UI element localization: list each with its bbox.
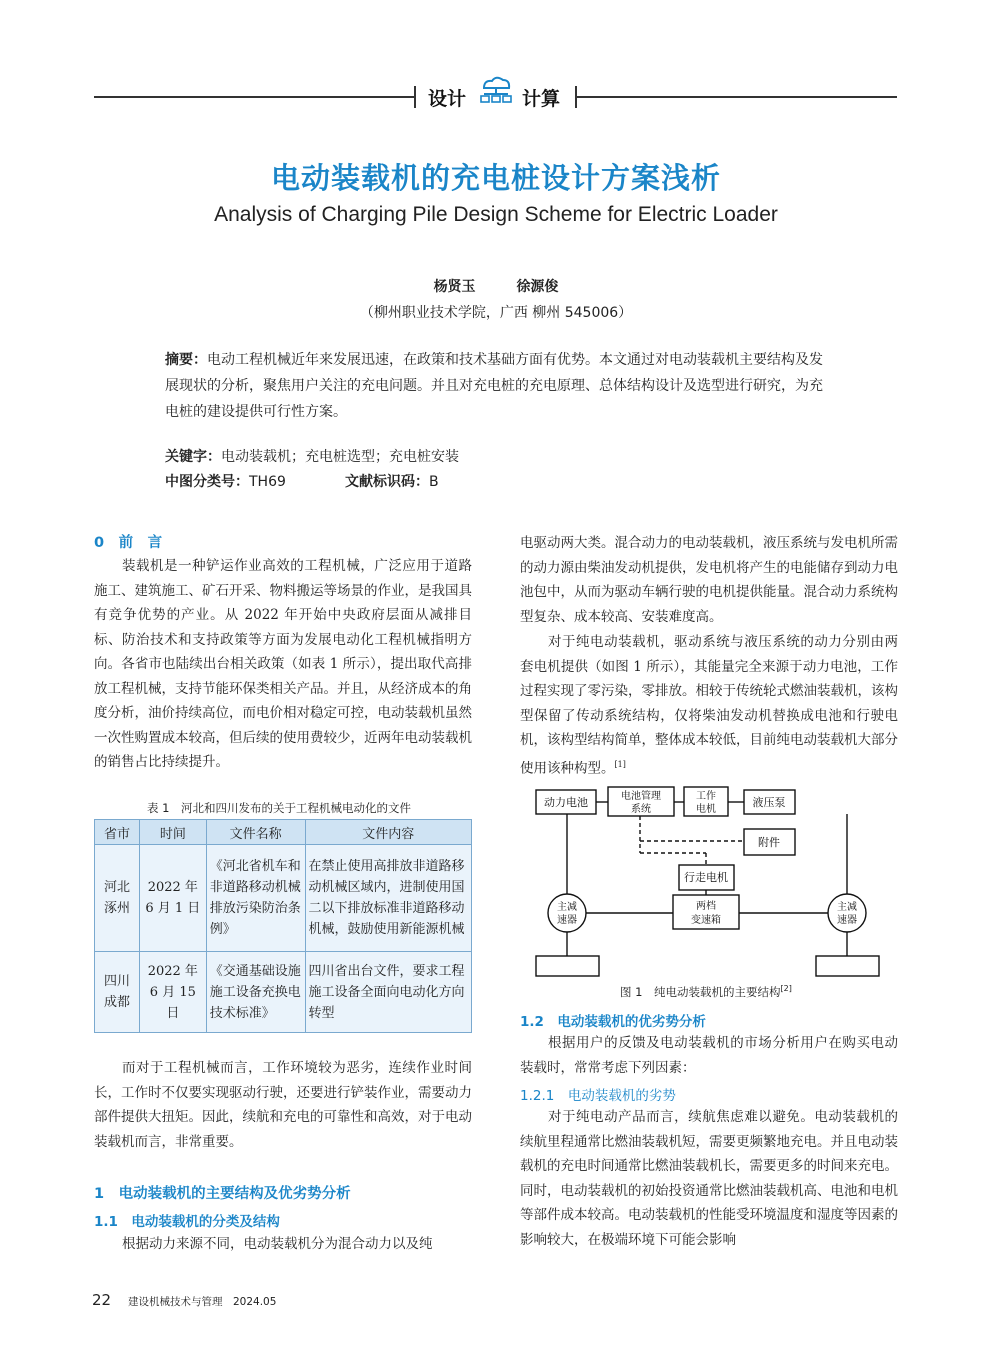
paragraph-text: 而对于工程机械而言，工作环境较为恶劣，连续作业时间长，工作时不仅要实现驱动行驶，还要进行铲装作业，需要动力部件提供大扭矩。因此，续航和充电的可靠性和高效，对于电动装载机而言，非常重要。 [94,1060,472,1150]
document-code [345,471,439,491]
table-header-cell: 省市 [95,820,140,845]
paragraph-text: 对于纯电动产品而言，续航焦虑难以避免。电动装载机的续航里程通常比燃油装载机短，需要更频繁地充电。并且电动装载机的充电时间通常比燃油装载机长，需要更多的时间来充电。同时，电动装载机的初始投资通常比燃油装载机高、电池和电机等部件成本较高。电动装载机的性能受环境温度和湿度等因素的影响较大，在极端环境下可能会影响 [520,1109,898,1248]
policy-table [94,819,472,1033]
section-1-2-1-title: 1.2.1 电动装载机的劣势 [520,1088,676,1104]
cloud-network-icon [476,74,516,110]
table-cell: 2022 年 6 月 15 日 [139,952,206,1033]
diagram-label-bms: 电池管理 [621,791,661,802]
table-cell: 四川 成都 [95,952,140,1033]
table-header-row [95,820,472,845]
clc-value: TH69 [249,474,286,490]
keywords-label: 关键字： [165,449,221,465]
table-row [95,845,472,952]
diagram-label-reducer-right-line2: 速器 [837,915,857,926]
author-list [0,276,992,296]
header-rule-right [577,96,897,98]
doc-code-value: B [429,474,439,490]
affiliation: （柳州职业技术学院，广西 柳州 545006） [359,305,633,321]
section-1-2-paragraph [520,1031,898,1080]
paragraph-text: 对于纯电动装载机，驱动系统与液压系统的动力分别由两套电机提供（如图 1 所示），其能量完全来源于动力电池，工作过程实现了零污染，零排放。相较于传统轮式燃油装载机，该构型保留了传动系统结构，仅将柴油发动机替换成电池和行驶电机，该构型结构简单，整体成本较低，目前纯电动装载机大部分使用该种构型。 [520,634,898,776]
diagram-label-reducer-left-line2: 速器 [557,915,577,926]
diagram-label-bms-line2: 系统 [631,804,651,815]
section-1-1-paragraph [94,1232,472,1257]
section-1-1-title: 1.1 电动装载机的分类及结构 [94,1214,280,1230]
table-cell: 《交通基础设施施工设备充换电技术标准》 [206,952,305,1033]
figure-1-diagram [520,783,890,987]
right-paragraph-2 [520,630,898,781]
clc-label: 中图分类号： [165,474,249,490]
clc-number [165,471,286,491]
page-number: 22 [92,1291,112,1309]
journal-name: 建设机械技术与管理 2024.05 [128,1296,277,1308]
section-0-paragraph-2 [94,1056,472,1154]
paragraph-text: 电驱动两大类。混合动力的电动装载机，液压系统与发电机所需的动力源由柴油发动机提供，发电机将产生的电能储存到动力电池包中，从而为驱动车辆行驶的电机提供能量。混合动力系统构型复杂、成本较高、安装难度高。 [520,535,898,625]
diagram-label-drive-motor: 行走电机 [684,871,728,884]
paragraph-text: 根据动力来源不同，电动装载机分为混合动力以及纯 [122,1236,433,1252]
author-name: 杨贤玉 [433,279,476,295]
keywords [165,446,459,466]
table-cell: 在禁止使用高排放非道路移动机械区域内，进制使用国二以下排放标准非道路移动机械，鼓励使用新能源机械 [305,845,471,952]
paragraph-text: 根据用户的反馈及电动装载机的市场分析用户在购买电动装载时，常常考虑下列因素： [520,1035,898,1076]
header-rule-left [94,96,416,98]
abstract-label: 摘要： [165,352,207,368]
header-tick-left [414,86,416,108]
diagram-label-accessories: 附件 [758,836,780,849]
article-title-en: Analysis of Charging Pile Design Scheme for Electric Loader [214,203,778,226]
section-1-title: 1 电动装载机的主要结构及优劣势分析 [94,1186,351,1202]
paragraph-text: 装载机是一种铲运作业高效的工程机械，广泛应用于道路施工、建筑施工、矿石开采、物料搬运等场景的作业，是我国具有竞争优势的产业。从 2022 年开始中央政府层面从减排目标、防治技术和支持政策等方面为发展电动化工程机械指明方向。各省市也陆续出台相关政策（如表 1 所示），提出取代高排放工程机械，支持节能环保类相关产品。并且，从经济成本的角度分析，油价持续高位，而电价相对稳定可控，电动装载机虽然一次性购置成本较高，但后续的使用费较少，近两年电动装载机的销售占比持续提升。 [94,558,472,770]
diagram-label-work-motor: 工作 [696,791,716,802]
figure-caption-text: 图 1 纯电动装载机的主要结构 [620,985,781,999]
abstract [165,347,830,425]
diagram-label-gearbox: 两档 [696,901,716,912]
table-row [95,952,472,1033]
figure-caption [620,984,792,1000]
header-label-left: 设计 [428,88,467,110]
citation-ref: [1] [614,759,626,769]
section-0-title: 0 前 言 [94,535,163,551]
diagram-label-reducer-right: 主减 [837,902,857,913]
diagram-label-reducer-left: 主减 [557,902,577,913]
section-1-2-1-paragraph [520,1105,898,1252]
table-cell: 四川省出台文件，要求工程施工设备全面向电动化方向转型 [305,952,471,1033]
diagram-label-gearbox-line2: 变速箱 [691,915,721,926]
section-1-2-title: 1.2 电动装载机的优劣势分析 [520,1014,706,1030]
right-paragraph-1 [520,531,898,629]
doc-code-label: 文献标识码： [345,474,429,490]
keywords-text: 电动装载机；充电桩选型；充电桩安装 [221,449,459,465]
table-caption: 表 1 河北和四川发布的关于工程机械电动化的文件 [147,801,411,815]
citation-ref: [2] [780,984,792,994]
table-header-cell: 文件内容 [305,820,471,845]
article-title-cn: 电动装载机的充电桩设计方案浅析 [270,161,721,195]
author-name: 徐源俊 [516,279,559,295]
table-header-cell: 文件名称 [206,820,305,845]
diagram-label-hydraulic-pump: 液压泵 [752,796,786,809]
table-header-cell: 时间 [139,820,206,845]
abstract-text: 电动工程机械近年来发展迅速，在政策和技术基础方面有优势。本文通过对电动装载机主要结构及发展现状的分析，聚焦用户关注的充电问题。并且对充电桩的充电原理、总体结构设计及选型进行研究，为充电桩的建设提供可行性方案。 [165,352,823,420]
table-cell: 《河北省机车和非道路移动机械排放污染防治条例》 [206,845,305,952]
table-cell: 2022 年 6 月 1 日 [139,845,206,952]
table-cell: 河北 涿州 [95,845,140,952]
section-0-paragraph-1 [94,554,472,775]
diagram-label-work-motor-line2: 电机 [696,804,716,815]
diagram-label-battery: 动力电池 [544,796,588,809]
header-label-right: 计算 [522,88,561,110]
